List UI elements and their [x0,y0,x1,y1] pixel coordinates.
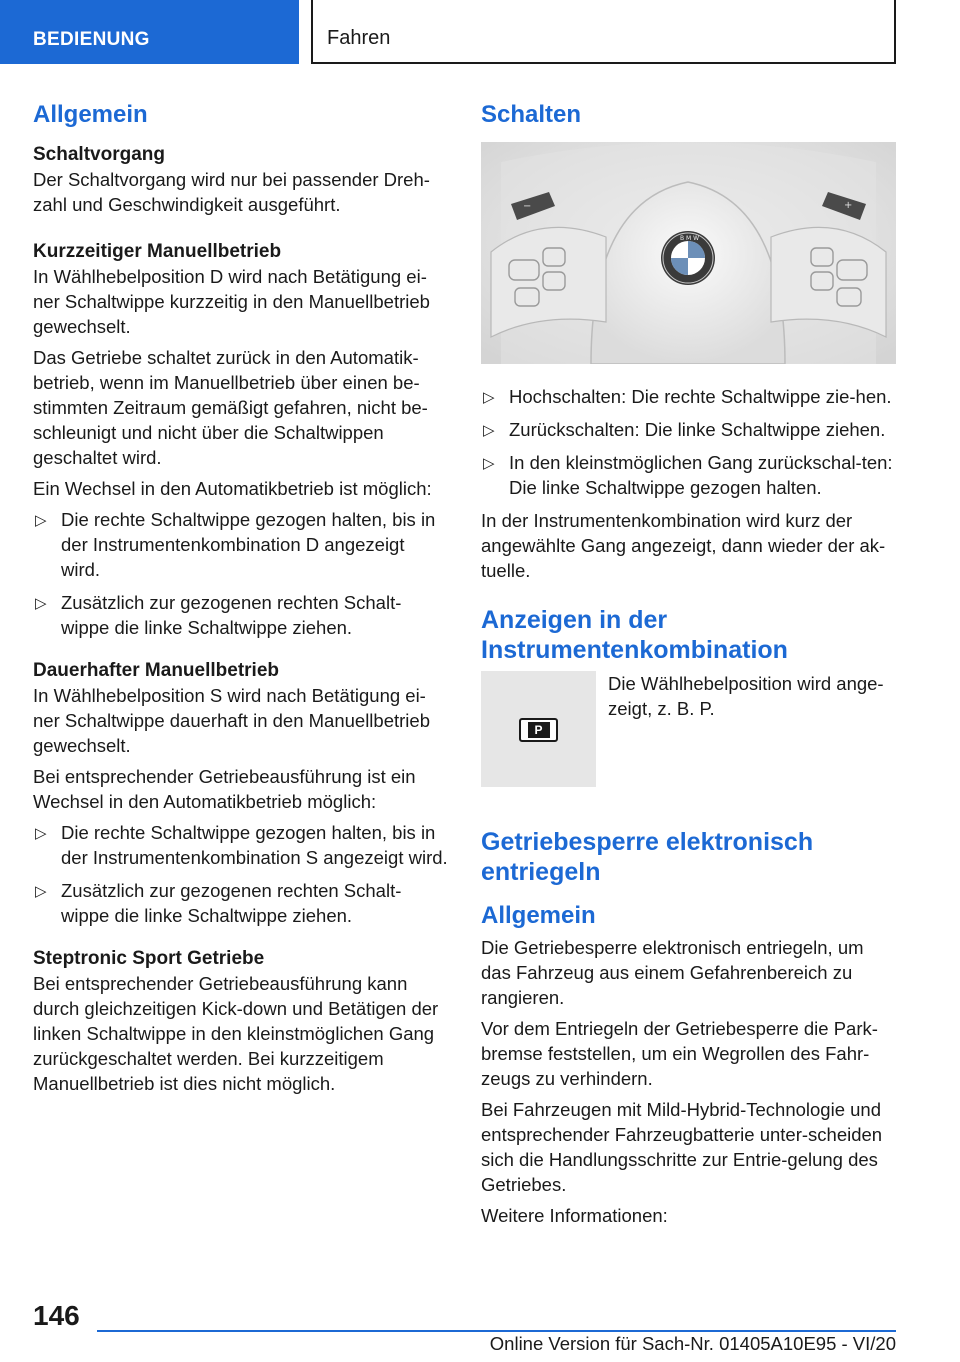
paragraph: Das Getriebe schaltet zurück in den Automatik-betrieb, wenn im Manuellbetrieb über einen be-stimmten Zeitraum gemäßigt gefahren, nicht be-schleunigt und nicht über die Schaltwippen geschaltet wird. [33,347,428,468]
steering-wheel-image [481,142,896,364]
heading-kurzzeitig: Kurzzeitiger Manuellbetrieb [33,241,282,262]
paragraph: Bei entsprechender Getriebeausführung ist ein Wechsel in den Automatikbetrieb möglich: [33,766,416,812]
list-item: ▷ Die rechte Schaltwippe gezogen halten, bis in der Instrumentenkombination D angezeigt wird. [35,509,436,580]
paragraph: Die Wählhebelposition wird ange-zeigt, z. B. P. [608,673,884,719]
list-item: ▷ Zusätzlich zur gezogenen rechten Schalt-wippe die linke Schaltwippe ziehen. [35,592,402,638]
heading-getriebesperre: Getriebesperre elektronisch entriegeln [481,828,814,886]
list-item: ▷ Die rechte Schaltwippe gezogen halten, bis in der Instrumentenkombination S angezeigt wird. [35,822,448,868]
bullet-list [33,820,448,928]
instrument-display-image [481,671,596,787]
paragraph: Weitere Informationen: [481,1205,668,1226]
triangle-right-icon: ▷ [483,455,495,472]
heading-schalten: Schalten [481,101,582,128]
gear-indicator: P [519,718,558,742]
svg-text:+: + [844,200,853,211]
paragraph: Der Schaltvorgang wird nur bei passender Dreh-zahl und Geschwindigkeit ausgeführt. [33,169,430,215]
paragraph: Die Getriebesperre elektronisch entriegeln, um das Fahrzeug aus einem Gefahrenbereich zu rangieren. [481,937,864,1008]
chapter-title: Fahren [311,0,896,64]
page-header [0,0,960,66]
paragraph: Ein Wechsel in den Automatikbetrieb ist möglich: [33,478,432,499]
online-version-note: Online Version für Sach-Nr. 01405A10E95 - VI/20 [489,1333,896,1354]
heading-anzeigen: Anzeigen in der Instrumentenkombination [481,606,788,664]
triangle-right-icon: ▷ [35,883,47,900]
svg-text:−: − [523,201,532,212]
heading-steptronic: Steptronic Sport Getriebe [33,948,265,969]
triangle-right-icon: ▷ [35,825,47,842]
triangle-right-icon: ▷ [483,422,495,439]
section-tab: BEDIENUNG [0,0,299,64]
display-example [481,671,896,787]
paragraph: In der Instrumentenkombination wird kurz der angewählte Gang angezeigt, dann wieder der ak-tuelle. [481,510,886,581]
svg-text:B M W: B M W [680,235,700,242]
triangle-right-icon: ▷ [35,512,47,529]
footer-divider [97,1330,896,1332]
heading-dauerhaft: Dauerhafter Manuellbetrieb [33,660,279,681]
heading-allgemein-2: Allgemein [481,902,596,929]
right-column [481,100,896,1234]
bullet-list [481,384,896,500]
page-number: 146 [33,1300,80,1331]
left-column [33,100,448,1102]
paragraph: In Wählhebelposition D wird nach Betätigung ei-ner Schaltwippe kurzzeitig in den Manuellbetrieb gewechselt. [33,266,430,337]
heading-allgemein: Allgemein [33,101,148,128]
list-item: ▷ Hochschalten: Die rechte Schaltwippe zie-hen. [481,384,896,409]
list-item: ▷ In den kleinstmöglichen Gang zurückschal-ten: Die linke Schaltwippe gezogen halten. [483,452,893,498]
paragraph: Bei entsprechender Getriebeausführung kann durch gleichzeitigen Kick-down und Betätigen der linken Schaltwippe in den kleinstmöglichen Gang zurückgeschaltet werden. Bei kurzzeitigem Manuellbetrieb ist dies nicht möglich. [33,973,439,1094]
bmw-logo-icon [661,231,715,285]
heading-schaltvorgang: Schaltvorgang [33,144,165,165]
triangle-right-icon: ▷ [35,595,47,612]
list-item: ▷ Zusätzlich zur gezogenen rechten Schalt-wippe die linke Schaltwippe ziehen. [35,880,402,926]
paragraph: Vor dem Entriegeln der Getriebesperre die Park-bremse feststellen, um ein Wegrollen des Fahr-zeugs zu verhindern. [481,1018,878,1089]
triangle-right-icon: ▷ [483,389,495,406]
list-item: ▷ Zurückschalten: Die linke Schaltwippe ziehen. [481,417,896,442]
paragraph: In Wählhebelposition S wird nach Betätigung ei-ner Schaltwippe dauerhaft in den Manuellbetrieb gewechselt. [33,685,430,756]
bullet-list [33,507,448,640]
paragraph: Bei Fahrzeugen mit Mild-Hybrid-Technologie und entsprechender Fahrzeugbatterie unter-scheiden sich die Handlungsschritte zur Entrie-gelung des Getriebes. [481,1099,883,1195]
